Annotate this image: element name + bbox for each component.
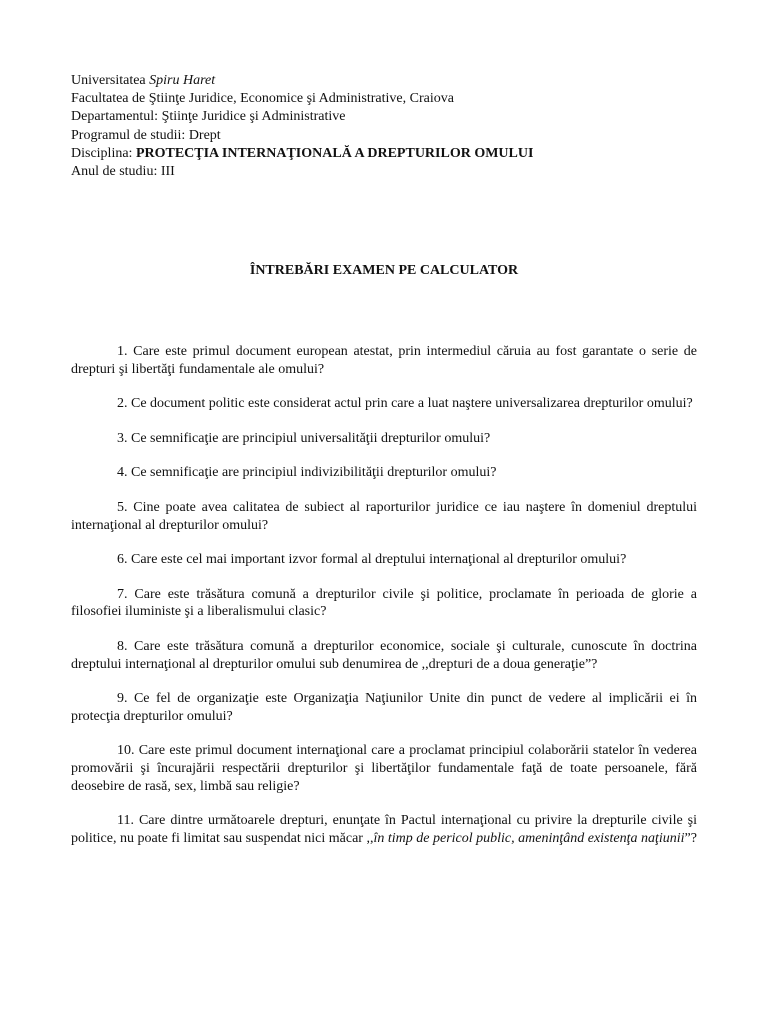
question-item: 9. Ce fel de organizaţie este Organizaţia Naţiunilor Unite din punct de vedere al implicării ei în protecţia drepturilor omului? <box>71 691 697 724</box>
question-list <box>71 343 697 847</box>
university-line <box>71 72 711 90</box>
question-item: 1. Care este primul document european atestat, prin intermediul căruia au fost garantate o serie de drepturi şi libertăţi fundamentale ale omului? <box>71 344 697 377</box>
question-item: 3. Ce semnificaţie are principiul universalităţii drepturilor omului? <box>117 430 491 446</box>
question-item: 7. Care este trăsătura comună a drepturilor civile şi politice, proclamate în perioada de glorie a filosofiei iluministe şi a liberalismului clasic? <box>71 586 697 620</box>
year-line: Anul de studiu: III <box>71 164 175 180</box>
program-line: Programul de studii: Drept <box>71 127 221 143</box>
faculty-line: Facultatea de Ştiinţe Juridice, Economice şi Administrative, Craiova <box>71 91 454 107</box>
discipline-name: PROTECŢIA INTERNAŢIONALĂ A DREPTURILOR OMULUI <box>135 145 534 161</box>
question-11-text: 11. Care dintre următoarele drepturi, enunţate în Pactul internaţional cu privire la drepturile civile şi politice, nu poate fi limitat sau suspendat nici măcar ,, <box>71 813 697 846</box>
question-item: 5. Cine poate avea calitatea de subiect al raporturilor juridice ce iau naştere în domeniul dreptului internaţional al drepturilor omului? <box>71 499 697 533</box>
page-title: ÎNTREBĂRI EXAMEN PE CALCULATOR <box>249 263 519 278</box>
department-line: Departamentul: Ştiinţe Juridice şi Administrative <box>71 109 346 125</box>
question-11-end: ”? <box>684 830 697 846</box>
university-name: Spiru Haret <box>149 73 216 88</box>
discipline-label: Disciplina: <box>71 145 136 161</box>
question-item: 10. Care este primul document internaţional care a proclamat principiul colaborării statelor în vederea promovării şi încurajării respectării drepturilor şi libertăţilor fundamentale faţă de toate persoanele, fără deosebire de rasă, sex, limbă sau religie? <box>71 743 697 794</box>
question-item: 8. Care este trăsătura comună a drepturilor economice, sociale şi culturale, cunoscute în doctrina dreptului internaţional al drepturilor omului sub denumirea de ,,drepturi de a doua generaţie”? <box>71 638 697 672</box>
document-header <box>71 72 711 181</box>
university-prefix: Universitatea <box>71 73 150 88</box>
question-item: 4. Ce semnificaţie are principiul indivizibilităţii drepturilor omului? <box>117 465 497 481</box>
question-item: 2. Ce document politic este considerat actul prin care a luat naştere universalizarea drepturilor omului? <box>117 396 693 412</box>
question-item: 6. Care este cel mai important izvor formal al dreptului internaţional al drepturilor omului? <box>117 552 627 568</box>
discipline-line <box>71 145 711 163</box>
question-item <box>71 812 697 847</box>
question-11-quote: în timp de pericol public, ameninţând existenţa naţiunii <box>373 830 685 846</box>
